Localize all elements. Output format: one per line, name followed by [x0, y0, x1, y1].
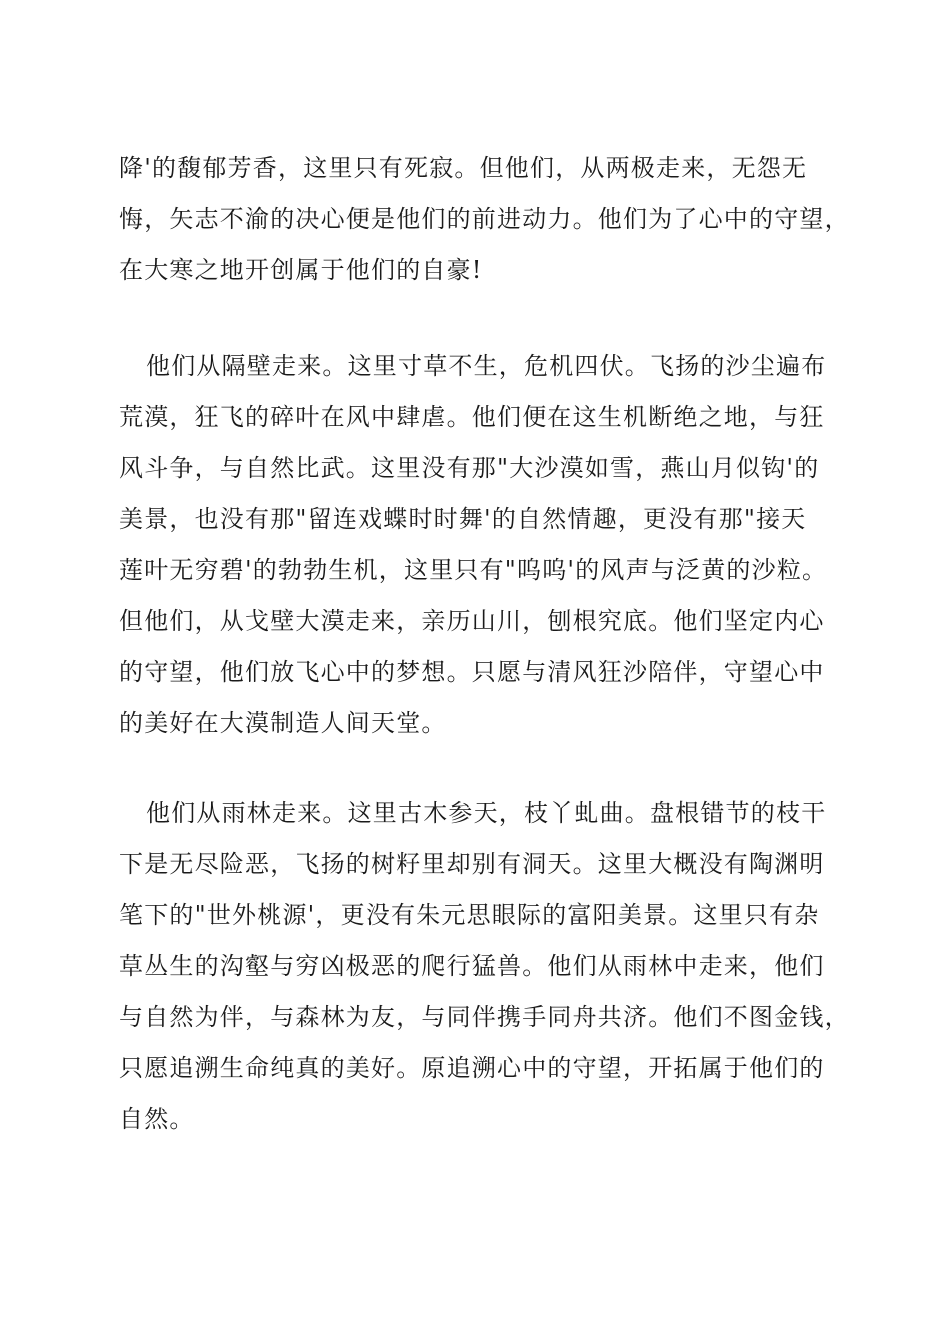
text-line: 在大寒之地开创属于他们的自豪!: [119, 256, 483, 284]
text-line: 他们从隔壁走来。这里寸草不生，危机四伏。飞扬的沙尘遍布: [146, 352, 827, 380]
text-line: 自然。: [119, 1105, 195, 1133]
text-line: 草丛生的沟壑与穷凶极恶的爬行猛兽。他们从雨林中走来，他们: [119, 952, 825, 980]
paragraph-polar: [119, 143, 850, 296]
text-line: 与自然为伴，与森林为友，与同伴携手同舟共济。他们不图金钱，: [119, 1003, 850, 1031]
text-line: 笔下的"世外桃源'，更没有朱元思眼际的富阳美景。这里只有杂: [119, 901, 820, 929]
paragraph-desert: [119, 341, 839, 749]
text-line: 只愿追溯生命纯真的美好。原追溯心中的守望，开拓属于他们的: [119, 1054, 825, 1082]
text-line: 但他们，从戈壁大漠走来，亲历山川，刨根究底。他们坚定内心: [119, 607, 825, 635]
paragraph-rainforest: [119, 788, 850, 1145]
text-line: 悔，矢志不渝的决心便是他们的前进动力。他们为了心中的守望，: [119, 205, 850, 233]
text-line: 的美好在大漠制造人间天堂。: [119, 709, 447, 737]
text-line: 他们从雨林走来。这里古木参天，枝丫虬曲。盘根错节的枝干: [146, 799, 827, 827]
text-line: 荒漠，狂飞的碎叶在风中肆虐。他们便在这生机断绝之地，与狂: [119, 403, 825, 431]
text-line: 风斗争，与自然比武。这里没有那"大沙漠如雪，燕山月似钩'的: [119, 454, 820, 482]
text-line: 莲叶无穷碧'的勃勃生机，这里只有"呜呜'的风声与泛黄的沙粒。: [119, 556, 828, 584]
text-line: 美景，也没有那"留连戏蝶时时舞'的自然情趣，更没有那"接天: [119, 505, 807, 533]
text-line: 的守望，他们放飞心中的梦想。只愿与清风狂沙陪伴，守望心中: [119, 658, 825, 686]
text-line: 降'的馥郁芳香，这里只有死寂。但他们，从两极走来，无怨无: [119, 154, 808, 182]
text-line: 下是无尽险恶，飞扬的树籽里却别有洞天。这里大概没有陶渊明: [119, 850, 825, 878]
